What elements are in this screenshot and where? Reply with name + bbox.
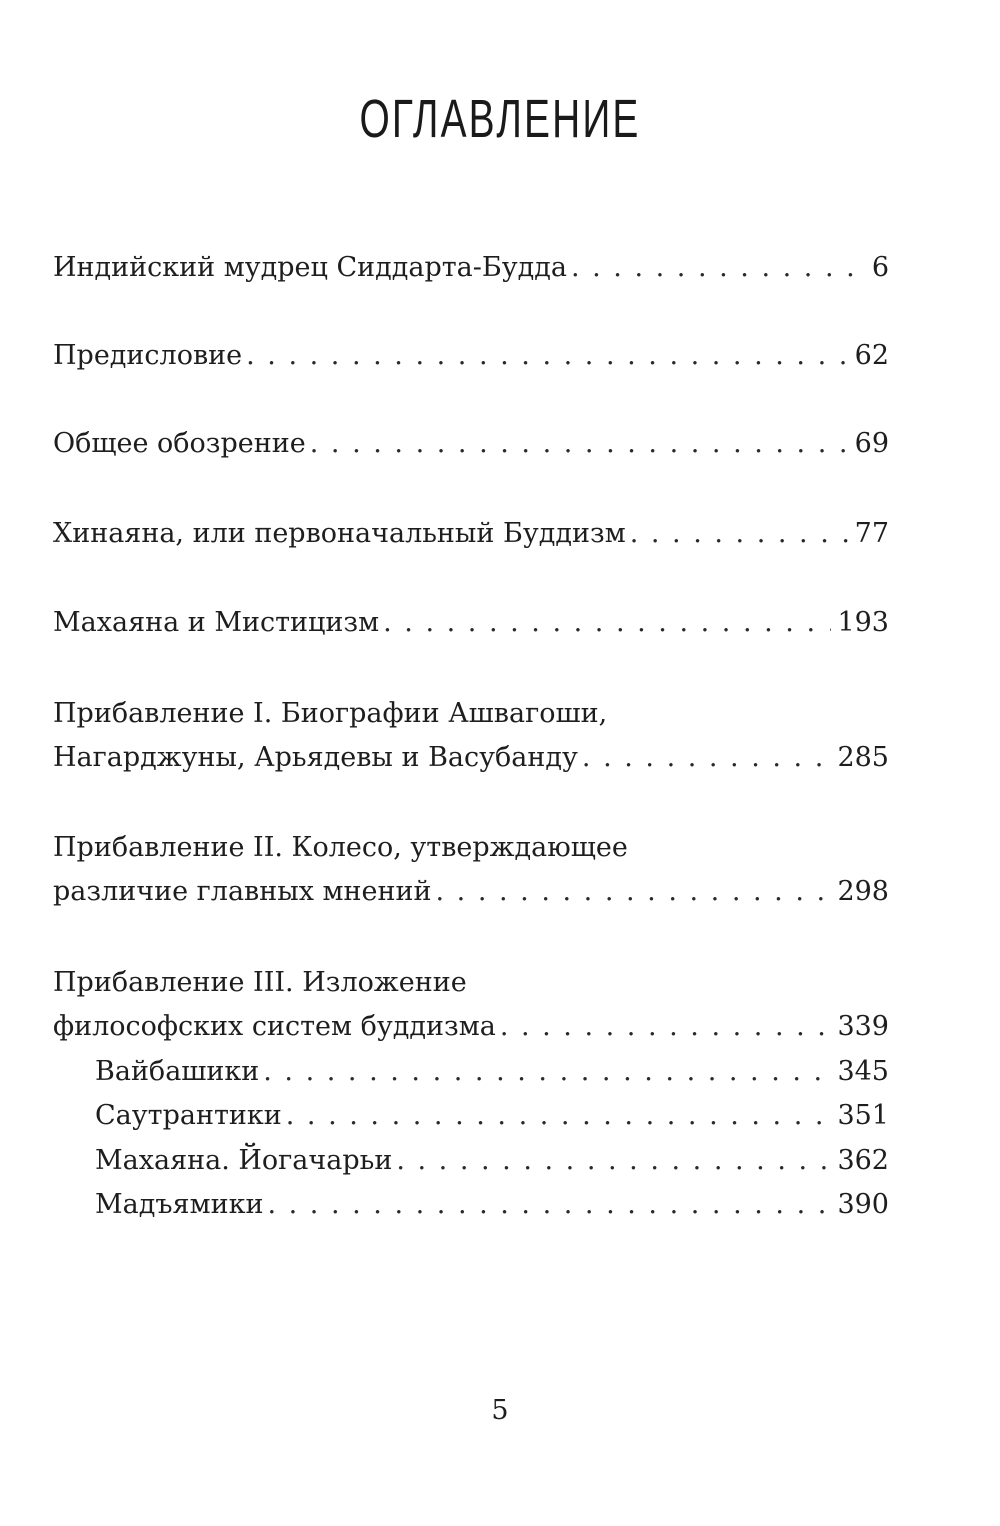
toc-leader-dots — [246, 334, 849, 378]
toc-subentry-title: Махаяна. Йогачарьи — [95, 1145, 393, 1176]
toc-entry-page: 339 — [837, 1011, 889, 1042]
toc-subentry-page: 351 — [837, 1100, 889, 1131]
toc-subentry-title: Вайбашики — [95, 1056, 260, 1087]
toc-leader-dots — [383, 601, 831, 645]
toc-leader-dots — [436, 870, 832, 914]
toc-entry-page: 62 — [854, 340, 889, 371]
toc-entry-page: 69 — [854, 428, 889, 459]
toc-subentry-title: Мадъямики — [95, 1189, 264, 1220]
toc-entry-page: 285 — [837, 742, 889, 773]
toc-subentry-page: 390 — [837, 1189, 889, 1220]
toc-entry-title: Нагарджуны, Арьядевы и Васубанду — [53, 742, 578, 773]
toc-entry — [53, 512, 889, 556]
toc-subentry-title: Саутрантики — [95, 1100, 282, 1131]
toc-entry-title: философских систем буддизма — [53, 1011, 496, 1042]
toc-entry-page: 193 — [837, 607, 889, 638]
toc-leader-dots — [630, 512, 849, 556]
toc-entry — [53, 601, 889, 645]
toc-entry — [53, 961, 889, 1049]
toc-entry-title: Хинаяна, или первоначальный Буддизм — [53, 518, 626, 549]
toc-entry — [53, 826, 889, 914]
toc-entry-title-line1: Прибавление I. Биографии Ашвагоши, — [53, 698, 608, 729]
toc-subentry — [95, 1094, 889, 1138]
toc-subentry — [95, 1050, 889, 1094]
toc-entry-title: Общее обозрение — [53, 428, 306, 459]
toc-entry-title: Предисловие — [53, 340, 243, 371]
toc-leader-dots — [571, 246, 866, 290]
toc-leader-dots — [500, 1005, 832, 1049]
page-number: 5 — [491, 1395, 509, 1426]
toc-entry-title-line1: Прибавление II. Колесо, утверждающее — [53, 832, 628, 863]
toc-leader-dots — [286, 1094, 832, 1138]
toc-subentry-page: 362 — [837, 1145, 889, 1176]
toc-entry-page: 77 — [854, 518, 889, 549]
toc-entry — [53, 246, 889, 290]
toc-entry — [53, 692, 889, 780]
toc-entry — [53, 334, 889, 378]
toc-subentry — [95, 1139, 889, 1183]
toc-subentry — [95, 1183, 889, 1227]
page-title: ОГЛАВЛЕНИЕ — [359, 89, 641, 149]
toc-entry — [53, 422, 889, 466]
toc-entry-page: 298 — [837, 876, 889, 907]
toc-entry-title: Индийский мудрец Сиддарта-Будда — [53, 252, 567, 283]
toc-leader-dots — [396, 1139, 831, 1183]
toc-leader-dots — [267, 1183, 831, 1227]
toc-entry-title: различие главных мнений — [53, 876, 432, 907]
toc-entry-page: 6 — [871, 252, 889, 283]
toc-leader-dots — [310, 422, 849, 466]
toc-entry-title: Махаяна и Мистицизм — [53, 607, 380, 638]
toc-subentry-page: 345 — [837, 1056, 889, 1087]
toc-leader-dots — [582, 736, 832, 780]
toc-leader-dots — [263, 1050, 831, 1094]
toc-entry-title-line1: Прибавление III. Изложение — [53, 967, 467, 998]
